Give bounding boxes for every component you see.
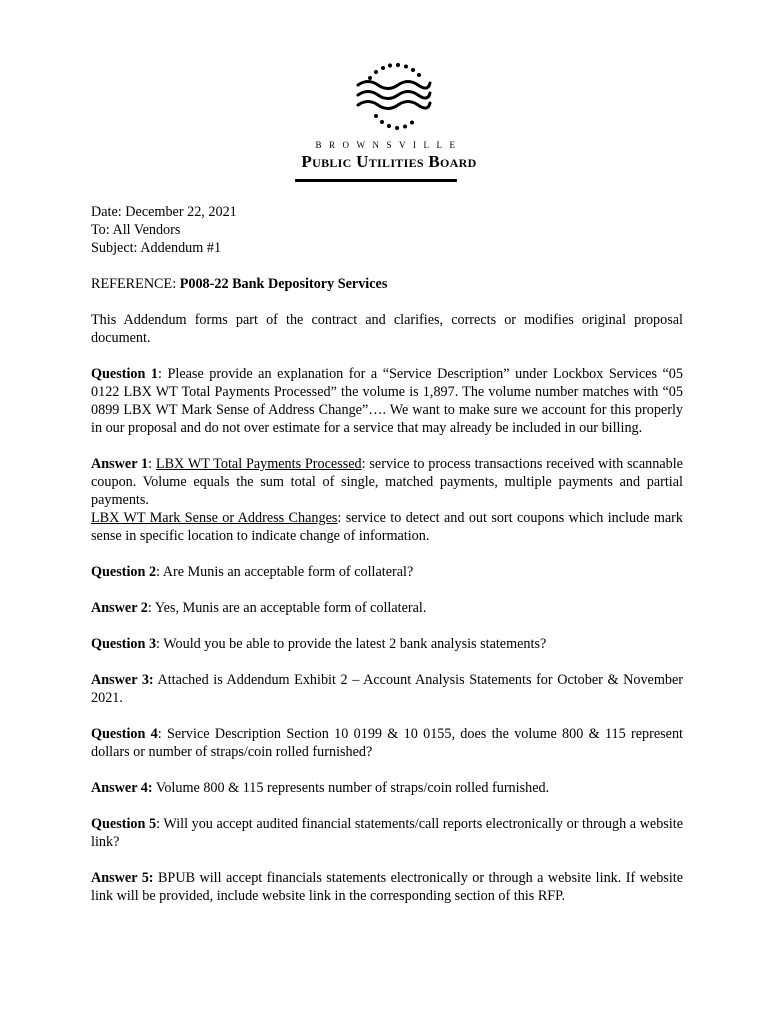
- question-1: [91, 365, 683, 437]
- question-2-text: : Are Munis an acceptable form of collateral?: [156, 564, 414, 580]
- answer-5-label: Answer 5:: [91, 870, 154, 886]
- answer-1-term-2: LBX WT Mark Sense or Address Changes: [91, 510, 338, 526]
- intro-paragraph: This Addendum forms part of the contract and clarifies, corrects or modifies original proposal document.: [91, 312, 683, 346]
- answer-5: [91, 869, 683, 905]
- answer-3-text: Attached is Addendum Exhibit 2 – Account Analysis Statements for October & November 2021.: [91, 672, 683, 706]
- bpub-logo-icon: [354, 58, 434, 136]
- question-3-text: : Would you be able to provide the latest 2 bank analysis statements?: [156, 636, 547, 652]
- answer-2: [91, 599, 683, 617]
- answer-5-text: BPUB will accept financials statements electronically or through a website link. If website link will be provided, include website link in the corresponding section of this RFP.: [91, 870, 683, 904]
- question-4: [91, 725, 683, 761]
- question-5-label: Question 5: [91, 816, 157, 832]
- answer-4: [91, 779, 683, 797]
- question-3: [91, 635, 683, 653]
- answer-1-text-1: : service to process transactions received with scannable coupon. Volume equals the sum total of single, matched payments, multiple payments and partial payments.: [91, 456, 683, 508]
- reference-label: REFERENCE:: [91, 276, 180, 292]
- header-divider: [295, 179, 457, 182]
- answer-1: Answer 1: LBX WT Total Payments Processed: service to process transactions received with scannable coupon. Volume equals the sum total of single, matched payments, multiple payments and partial payments. LBX WT Mark Sense or Address Changes: service to detect and out sort coupons which include mark sense in specific location to indicate change of information.: [91, 456, 683, 544]
- answer-2-label: Answer 2: [91, 600, 148, 616]
- answer-2-text: : Yes, Munis are an acceptable form of collateral.: [147, 600, 427, 616]
- question-2: [91, 563, 683, 581]
- question-5: [91, 815, 683, 851]
- answer-4-text: Volume 800 & 115 represents number of straps/coin rolled furnished.: [152, 780, 550, 796]
- to-line: To: All Vendors: [91, 222, 181, 238]
- reference-value: P008-22 Bank Depository Services: [179, 276, 388, 292]
- question-1-label: Question 1: [91, 366, 159, 382]
- question-2-label: Question 2: [91, 564, 157, 580]
- answer-3: [91, 671, 683, 707]
- answer-1-term-1: LBX WT Total Payments Processed: [155, 456, 362, 472]
- reference-line: [91, 275, 683, 293]
- org-name: Public Utilities Board: [301, 152, 477, 171]
- question-5-text: : Will you accept audited financial statements/call reports electronically or through a website link?: [91, 816, 683, 850]
- org-small-name: BROWNSVILLE: [315, 140, 463, 150]
- question-4-text: : Service Description Section 10 0199 & 10 0155, does the volume 800 & 115 represent dollars or number of straps/coin rolled furnished?: [91, 726, 683, 760]
- date-line: Date: December 22, 2021: [91, 204, 237, 220]
- document-body: [91, 203, 683, 905]
- answer-3-label: Answer 3:: [91, 672, 154, 688]
- subject-line: Subject: Addendum #1: [91, 240, 222, 256]
- question-4-label: Question 4: [91, 726, 158, 742]
- answer-4-label: Answer 4:: [91, 780, 153, 796]
- answer-1-text-2: : service to detect and out sort coupons which include mark sense in specific location to indicate change of information.: [91, 510, 683, 544]
- answer-1-label: Answer 1: [91, 456, 149, 472]
- question-1-text: : Please provide an explanation for a “Service Description” under Lockbox Services “05 0122 LBX WT Total Payments Processed” the volume is 1,897. The volume number matches with “05 0899 LBX WT Mark Sense of Address Change”…. We want to make sure we account for this properly in our proposal and do not over estimate for a service that may already be included in our billing.: [91, 366, 683, 436]
- question-3-label: Question 3: [91, 636, 157, 652]
